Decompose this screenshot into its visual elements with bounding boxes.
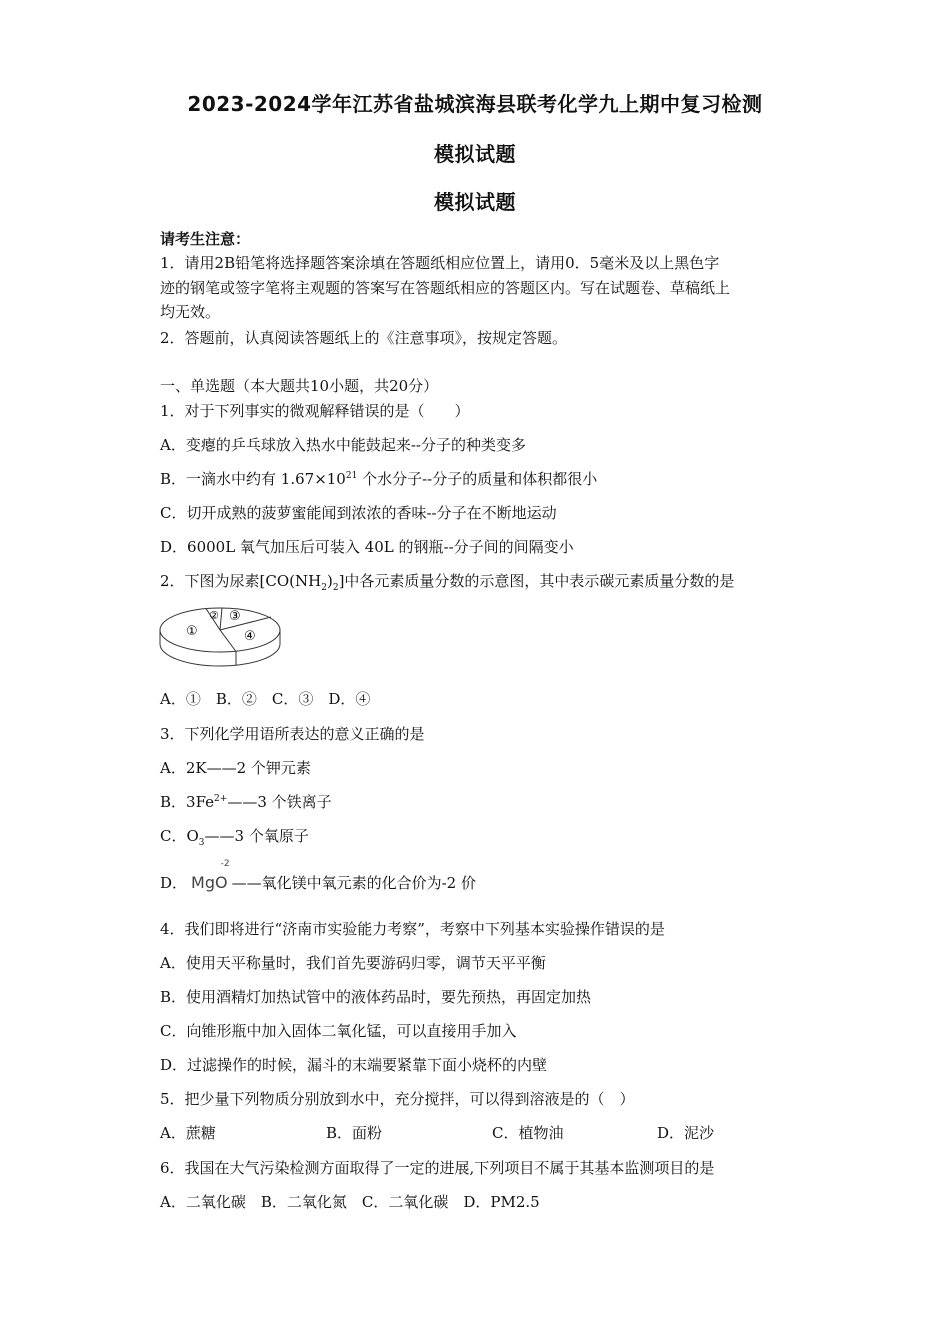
q3-option-d-formula-wrap: [191, 859, 230, 892]
notice-item1a: 1．请用2B铅笔将选择题答案涂填在答题纸相应位置上，请用0．5毫米及以上黑色字: [160, 254, 720, 272]
q2-stem-post: ): [326, 572, 333, 590]
q1-option-b-post: 个水分子--分子的质量和体积都很小: [357, 470, 598, 488]
q1-option-b: [160, 468, 597, 489]
q5-option-a: A．蔗糖: [160, 1124, 216, 1142]
pie-label-1: ①: [186, 624, 198, 639]
q1-stem: 1．对于下列事实的微观解释错误的是（ ）: [160, 402, 470, 420]
q3-option-d-valence: -2: [220, 859, 230, 869]
q3-option-d-pre: D．: [160, 874, 188, 892]
q3-option-d-post: ——氧化镁中氧元素的化合价为-2 价: [231, 874, 476, 892]
exam-title-line3: 模拟试题: [434, 190, 516, 214]
q2-stem: [160, 570, 734, 593]
q3-option-c-post: ——3 个氧原子: [204, 827, 309, 845]
q2-stem-sub: 2: [321, 583, 327, 593]
pie-label-4: ④: [244, 629, 256, 644]
q4-option-a: A．使用天平称量时，我们首先要游码归零，调节天平平衡: [160, 954, 546, 972]
q1-option-b-sup: 21: [345, 471, 358, 481]
q3-option-a: A．2K——2 个钾元素: [160, 759, 311, 777]
notice-item1b: 迹的钢笔或签字笔将主观题的答案写在答题纸相应的答题区内。写在试题卷、草稿纸上: [160, 279, 731, 297]
notice-item1c: 均无效。: [160, 303, 221, 321]
pie-label-3: ③: [229, 609, 241, 624]
q2-stem-pre: 2．下图为尿素[CO(NH: [160, 572, 322, 590]
q2-stem-end: ]中各元素质量分数的示意图，其中表示碳元素质量分数的是: [338, 572, 735, 590]
q3-stem: 3．下列化学用语所表达的意义正确的是: [160, 725, 425, 743]
q1-option-c: C．切开成熟的菠萝蜜能闻到浓浓的香味--分子在不断地运动: [160, 504, 557, 522]
q5-option-d: D．泥沙: [657, 1124, 715, 1142]
section-heading: 一、单选题（本大题共10小题，共20分）: [160, 377, 439, 395]
q3-option-b-sup: 2+: [214, 794, 228, 804]
q4-option-c: C．向锥形瓶中加入固体二氧化锰，可以直接用手加入: [160, 1022, 517, 1040]
q5-stem: 5．把少量下列物质分别放到水中，充分搅拌，可以得到溶液是的（ ）: [160, 1090, 635, 1108]
q1-option-b-pre: B．一滴水中约有 1.67×10: [160, 470, 346, 488]
exam-title-line2: 模拟试题: [434, 142, 516, 166]
q3-option-b: [160, 791, 332, 812]
q3-option-c: [160, 825, 309, 848]
urea-pie-chart: [158, 598, 283, 676]
q1-option-a: A．变瘪的乒乓球放入热水中能鼓起来--分子的种类变多: [160, 436, 526, 454]
q3-option-c-pre: C．O: [160, 827, 199, 845]
q3-option-b-pre: B．3Fe: [160, 793, 215, 811]
q6-stem: 6．我国在大气污染检测方面取得了一定的进展,下列项目不属于其基本监测项目的是: [160, 1159, 715, 1177]
q2-stem-sub2: 2: [332, 583, 339, 593]
q5-option-c: C．植物油: [492, 1124, 564, 1142]
notice-heading: 请考生注意：: [160, 230, 251, 248]
q4-option-d: D．过滤操作的时候，漏斗的末端要紧靠下面小烧杯的内壁: [160, 1056, 548, 1074]
q6-options: A．二氧化碳 B．二氧化氮 C．二氧化碳 D．PM2.5: [160, 1193, 540, 1211]
pie-label-2: ②: [209, 609, 219, 622]
exam-title-line1: 2023-2024学年江苏省盐城滨海县联考化学九上期中复习检测: [187, 92, 763, 116]
q2-options: A．① B．② C．③ D．④: [160, 690, 371, 708]
q3-option-d: [160, 859, 476, 893]
q4-stem: 4．我们即将进行“济南市实验能力考察”，考察中下列基本实验操作错误的是: [160, 920, 665, 938]
q3-option-b-post: ——3 个铁离子: [227, 793, 332, 811]
notice-item2: 2．答题前，认真阅读答题纸上的《注意事项》，按规定答题。: [160, 329, 568, 347]
q4-option-b: B．使用酒精灯加热试管中的液体药品时，要先预热，再固定加热: [160, 988, 592, 1006]
q1-option-d: D．6000L 氧气加压后可装入 40L 的钢瓶--分子间的间隔变小: [160, 538, 574, 556]
q3-option-d-formula: MgO: [191, 873, 228, 892]
q3-option-c-sub: 3: [198, 838, 205, 848]
q5-option-b: B．面粉: [326, 1124, 383, 1142]
